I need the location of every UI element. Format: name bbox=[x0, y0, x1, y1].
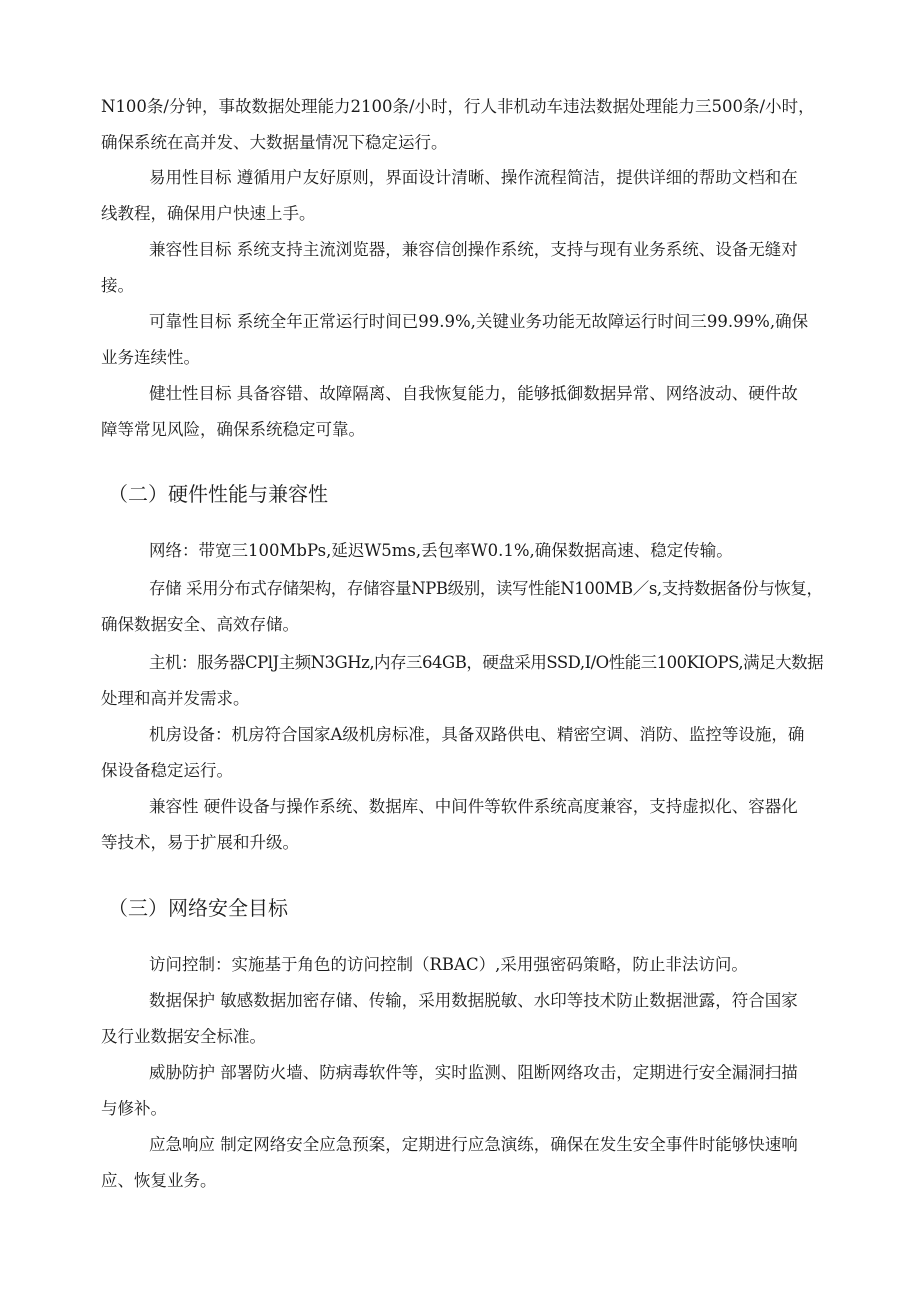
section-heading-hardware: （二）硬件性能与兼容性 bbox=[108, 482, 328, 506]
paragraph-line: 与修补。 bbox=[101, 1099, 167, 1118]
reliability-goal-paragraph bbox=[101, 304, 823, 376]
paragraph-line: 数据保护 敏感数据加密存储、传输，采用数据脱敏、水印等技术防止数据泄露，符合国家 bbox=[149, 991, 798, 1010]
paragraph-line: 障等常见风险，确保系统稳定可靠。 bbox=[101, 420, 365, 439]
host-paragraph bbox=[101, 645, 823, 717]
robustness-goal-paragraph bbox=[101, 376, 823, 448]
paragraph-line: 业务连续性。 bbox=[101, 348, 200, 367]
paragraph-line: 兼容性 硬件设备与操作系统、数据库、中间件等软件系统高度兼容，支持虚拟化、容器化 bbox=[149, 797, 798, 816]
paragraph-line: 应急响应 制定网络安全应急预案，定期进行应急演练，确保在发生安全事件时能够快速响 bbox=[149, 1135, 798, 1154]
paragraph-line: 兼容性目标 系统支持主流浏览器，兼容信创操作系统，支持与现有业务系统、设备无缝对 bbox=[149, 240, 798, 259]
hardware-compatibility-paragraph bbox=[101, 789, 823, 861]
paragraph-line: 确保数据安全、高效存储。 bbox=[101, 615, 299, 634]
paragraph-line: 主机：服务器CPlJ主频N3GHz,内存三64GB，硬盘采用SSD,I/O性能三100KIOPS,满足大数据 bbox=[149, 653, 824, 672]
storage-paragraph bbox=[101, 571, 823, 643]
paragraph-line: 等技术，易于扩展和升级。 bbox=[101, 833, 299, 852]
paragraph-line: 健壮性目标 具备容错、故障隔离、自我恢复能力，能够抵御数据异常、网络波动、硬件故 bbox=[149, 384, 798, 403]
performance-paragraph bbox=[101, 89, 823, 161]
paragraph-line: 可靠性目标 系统全年正常运行时间已99.9%,关键业务功能无故障运行时间三99.99%,确保 bbox=[149, 312, 809, 331]
threat-protection-paragraph bbox=[101, 1055, 823, 1127]
paragraph-line: 接。 bbox=[101, 276, 134, 295]
network-paragraph bbox=[101, 533, 823, 569]
data-protection-paragraph bbox=[101, 983, 823, 1055]
paragraph-line: 存储 采用分布式存储架构，存储容量NPB级别，读写性能N100MB／s,支持数据备份与恢复， bbox=[149, 579, 823, 598]
paragraph-line: 机房设备：机房符合国家A级机房标准，具备双路供电、精密空调、消防、监控等设施，确 bbox=[149, 725, 805, 744]
paragraph-line: 威胁防护 部署防火墙、防病毒软件等，实时监测、阻断网络攻击，定期进行安全漏洞扫描 bbox=[149, 1063, 798, 1082]
usability-goal-paragraph bbox=[101, 160, 823, 232]
section-heading-network-security: （三）网络安全目标 bbox=[108, 896, 288, 920]
paragraph-line: 线教程，确保用户快速上手。 bbox=[101, 204, 316, 223]
paragraph-line: 保设备稳定运行。 bbox=[101, 761, 233, 780]
compatibility-goal-paragraph bbox=[101, 232, 823, 304]
access-control-paragraph bbox=[101, 947, 823, 983]
machine-room-paragraph bbox=[101, 717, 823, 789]
paragraph-line: 及行业数据安全标准。 bbox=[101, 1027, 266, 1046]
paragraph-line: 易用性目标 遵循用户友好原则，界面设计清晰、操作流程简洁，提供详细的帮助文档和在 bbox=[149, 168, 798, 187]
paragraph-line: 应、恢复业务。 bbox=[101, 1171, 217, 1190]
emergency-response-paragraph bbox=[101, 1127, 823, 1199]
paragraph-line: N100条/分钟，事故数据处理能力2100条/小时，行人非机动车违法数据处理能力三500条/小时， bbox=[101, 97, 815, 116]
paragraph-line: 确保系统在高并发、大数据量情况下稳定运行。 bbox=[101, 133, 448, 152]
paragraph-line: 网络：带宽三100MbPs,延迟W5ms,丢包率W0.1%,确保数据高速、稳定传输。 bbox=[149, 541, 733, 560]
paragraph-line: 访问控制：实施基于角色的访问控制（RBAC）,采用强密码策略，防止非法访问。 bbox=[149, 955, 748, 974]
paragraph-line: 处理和高并发需求。 bbox=[101, 689, 250, 708]
